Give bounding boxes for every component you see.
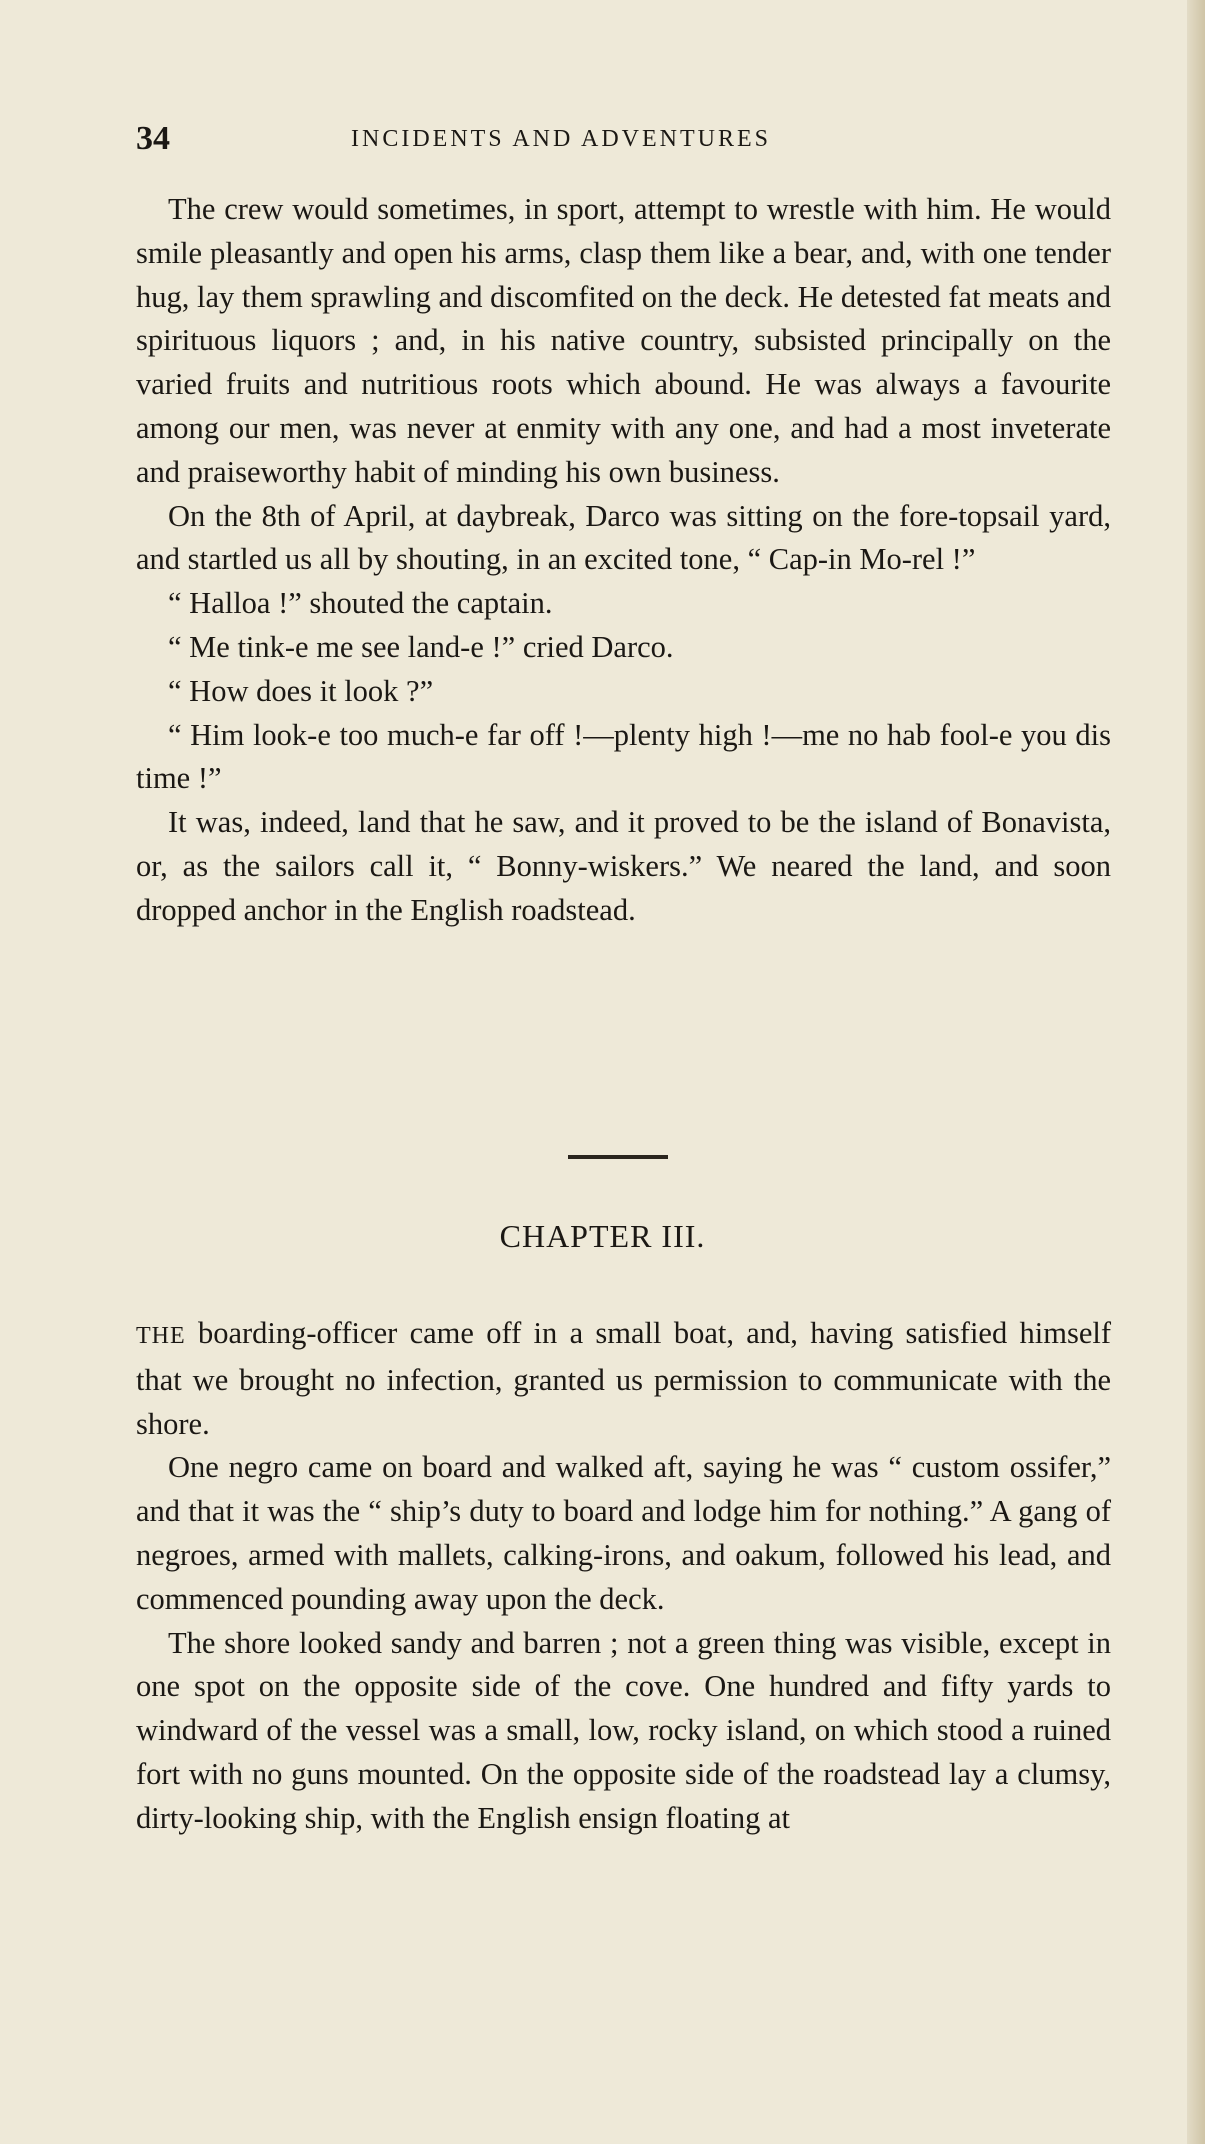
paragraph-boarding-officer: [136, 1312, 1111, 1446]
running-head: INCIDENTS AND ADVENTURES: [351, 126, 771, 152]
page-edge: [1187, 0, 1205, 2144]
dialogue-line: “ How does it look ?”: [168, 673, 434, 708]
text-block-chapter-three: [136, 1312, 1111, 1841]
paragraph-boarding-officer-text: boarding-officer came off in a small boat, and, having satisfied himself that we brought no infection, granted us permission to communicate with the shore.: [136, 1316, 1111, 1441]
dialogue-line: “ Halloa !” shouted the captain.: [168, 586, 553, 621]
paragraph-custom-ossifer: One negro came on board and walked aft, saying he was “ custom ossifer,” and that it was the “ ship’s duty to board and lodge him for nothing.” A gang of negroes, armed with mallets, calking-irons, and oakum, followed his lead, and commenced pounding away upon the deck.: [136, 1450, 1111, 1616]
dialogue-line: “ Me tink-e me see land-e !” cried Darco.: [168, 629, 674, 664]
paragraph-shore: The shore looked sandy and barren ; not a green thing was visible, except in one spot on the opposite side of the cove. One hundred and fifty yards to windward of the vessel was a small, low, rocky island, on which stood a ruined fort with no guns mounted. On the opposite side of the roadstead lay a clumsy, dirty-looking ship, with the English ensign floating at: [136, 1625, 1111, 1835]
chapter-heading: CHAPTER III.: [499, 1218, 706, 1254]
paragraph-bonavista: It was, indeed, land that he saw, and it proved to be the island of Bonavista, or, as the sailors call it, “ Bonny-wiskers.” We neared the land, and soon dropped anchor in the English roadstead.: [136, 805, 1111, 927]
dialogue-line: “ Him look-e too much-e far off !—plenty high !—me no hab fool-e you dis time !”: [136, 717, 1111, 796]
paragraph-wrestle: The crew would sometimes, in sport, attempt to wrestle with him. He would smile pleasantly and open his arms, clasp them like a bear, and, with one tender hug, lay them sprawling and discomfited on the deck. He detested fat meats and spirituous liquors ; and, in his native country, subsisted principally on the varied fruits and nutritious roots which abound. He was always a favourite among our men, was never at enmity with any one, and had a most inveterate and praiseworthy habit of minding his own business.: [136, 192, 1111, 489]
page-number: 34: [136, 120, 170, 157]
section-divider: [568, 1155, 668, 1159]
page-header: [136, 120, 876, 160]
chapter-opening-word: THE: [136, 1323, 186, 1349]
paragraph-land-sighting: On the 8th of April, at daybreak, Darco was sitting on the fore-topsail yard, and startled us all by shouting, in an excited tone, “ Cap-in Mo-rel !”: [136, 498, 1111, 577]
text-block-before-chapter: [136, 188, 1111, 933]
